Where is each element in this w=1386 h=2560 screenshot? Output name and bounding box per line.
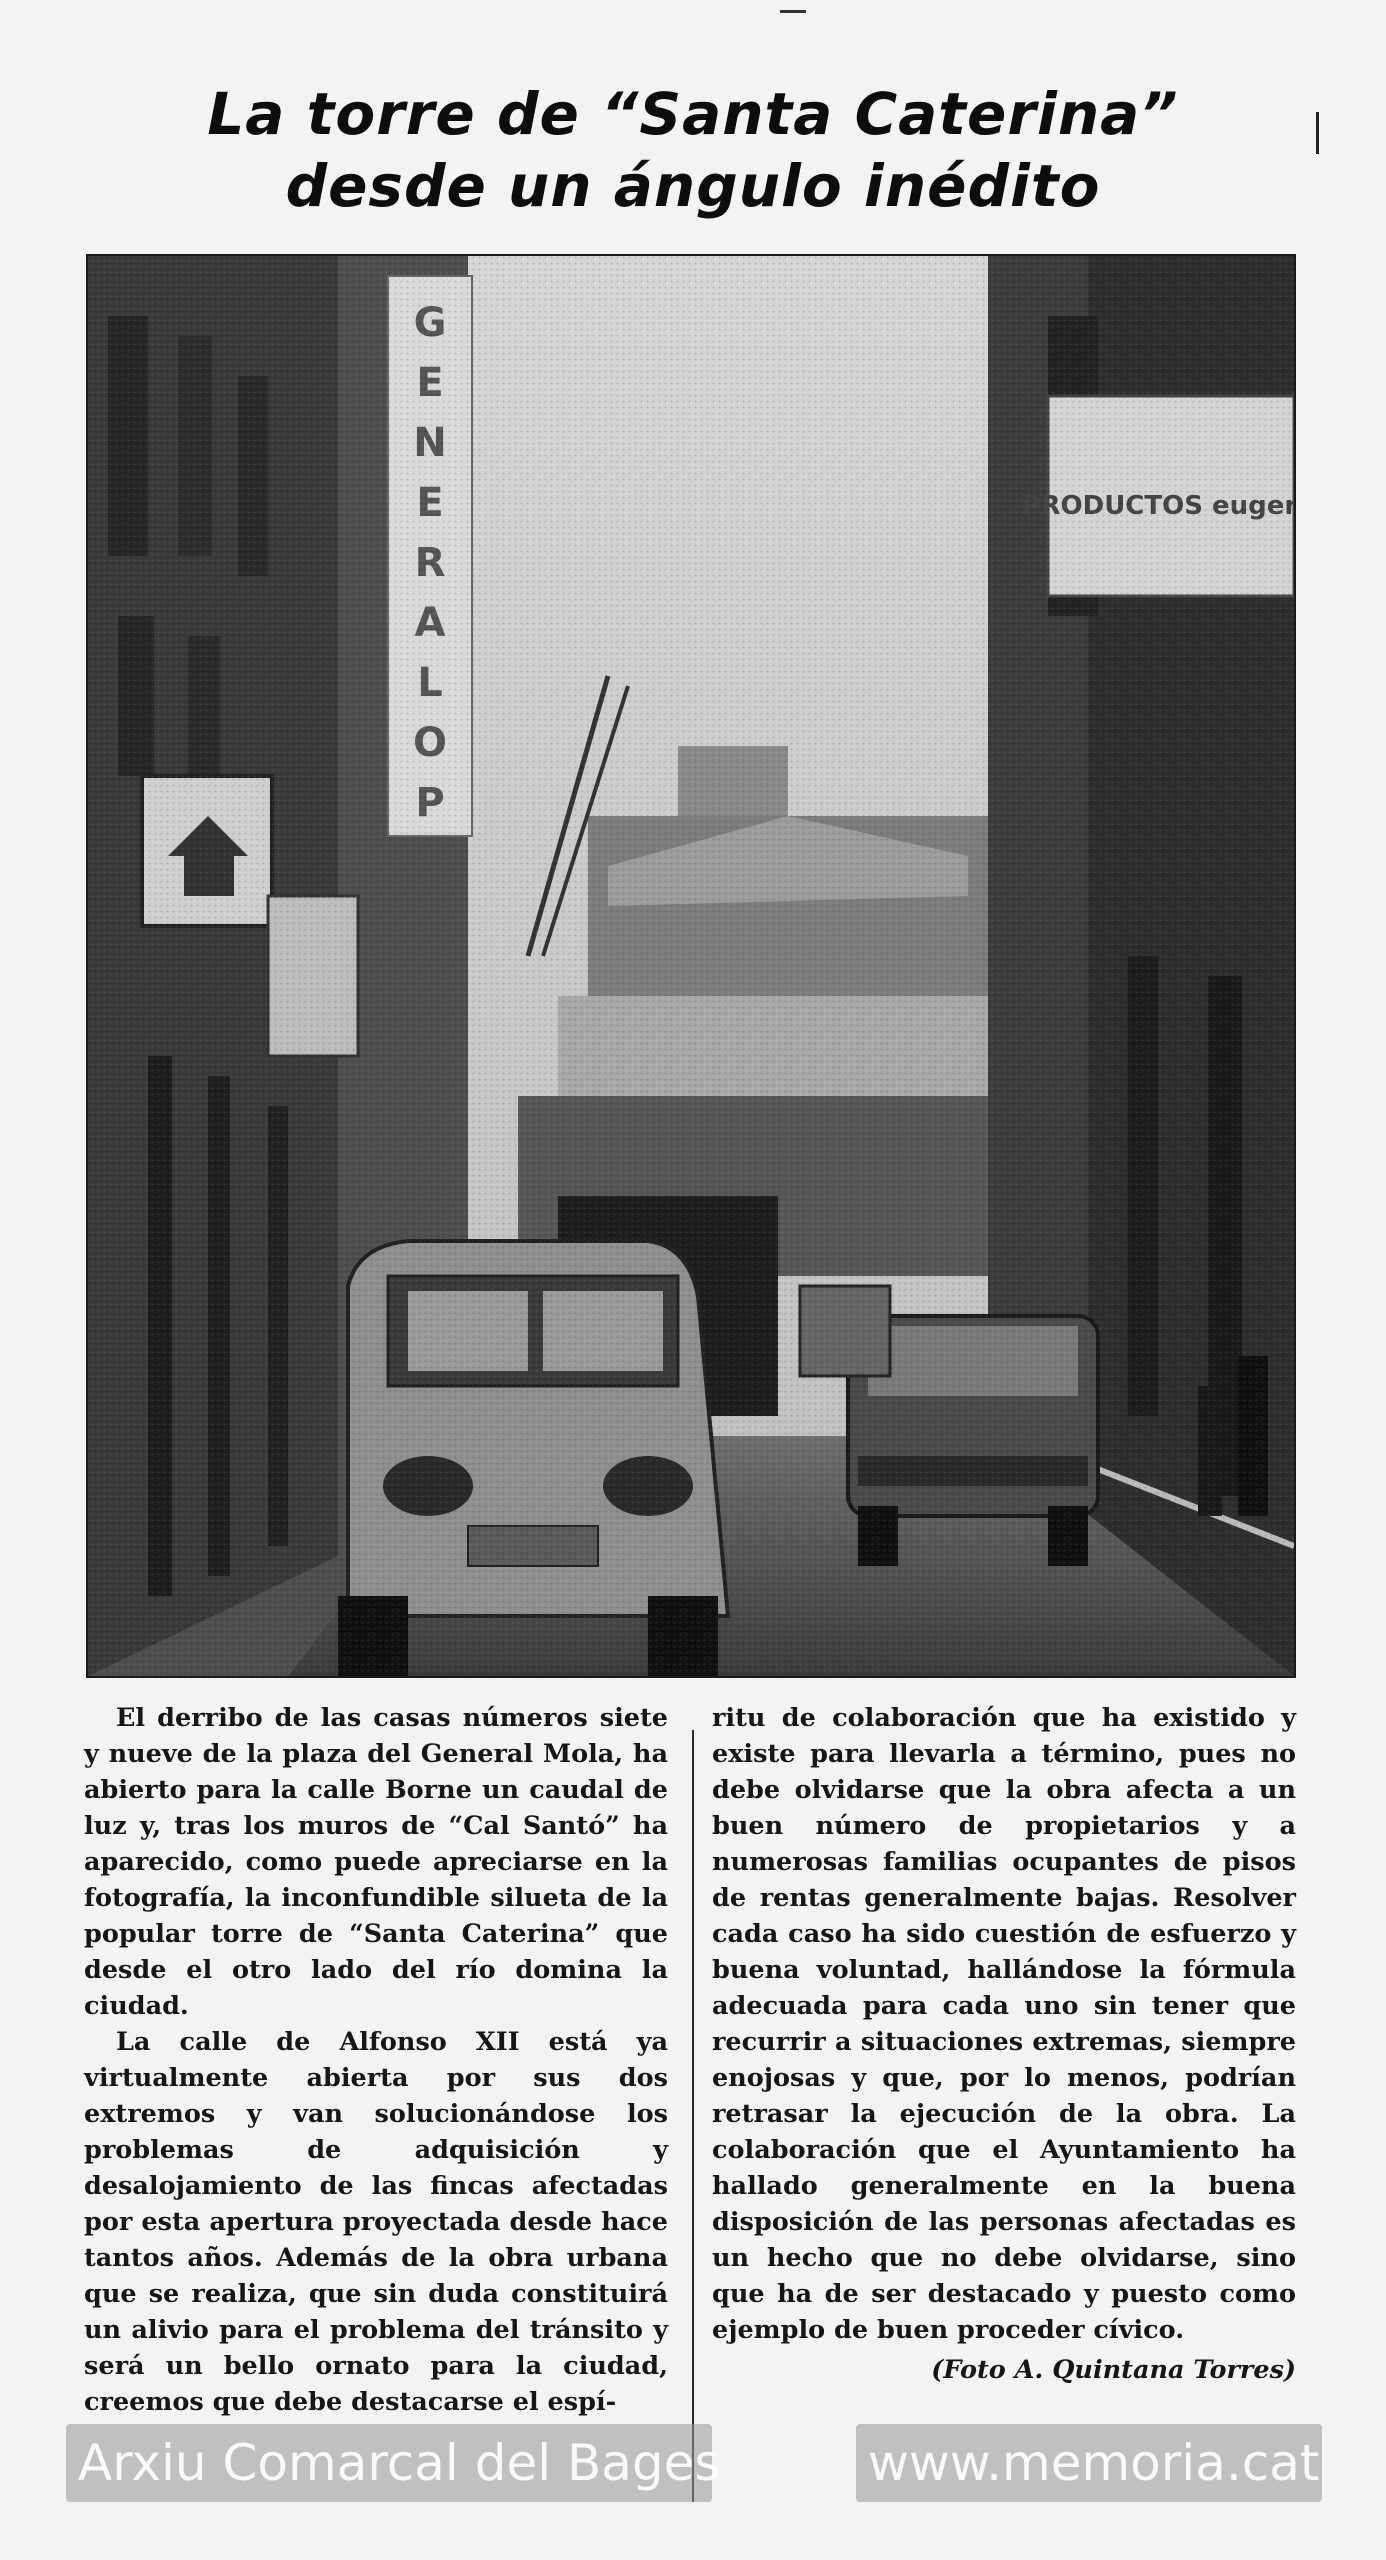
article-paragraph: El derribo de las casas números siete y nueve de la plaza del General Mola, ha abierto para la calle Borne un caudal de luz y, tras los muros de “Cal Santó” ha aparecido, como puede apreciarse en la fotografía, la inconfundible silueta de la popular torre de “Santa Caterina” que desde el otro lado del río domina la ciudad.	[84, 1703, 668, 2021]
article-body	[84, 1700, 1296, 2500]
archive-watermark: Arxiu Comarcal del Bages	[66, 2424, 712, 2502]
street-photo	[86, 254, 1296, 1678]
print-mark	[780, 10, 806, 13]
headline-line-2: desde un ángulo inédito	[285, 152, 1101, 220]
website-watermark: www.memoria.cat	[856, 2424, 1322, 2502]
article-column-right	[712, 1700, 1296, 2388]
street-photo-image	[88, 256, 1294, 1676]
article-paragraph: ritu de colaboración que ha existido y existe para llevarla a término, pues no debe olvidarse que la obra afecta a un buen número de propietarios y a numerosas familias ocupantes de pisos de rentas generalmente bajas. Resolver cada caso ha sido cuestión de esfuerzo y buena voluntad, hallándose la fórmula adecuada para cada uno sin tener que recurrir a situaciones extremas, siempre enojosas y que, por lo menos, podrían retrasar la ejecución de la obra. La colaboración que el Ayuntamiento ha hallado generalmente en la buena disposición de las personas afectadas es un hecho que no debe olvidarse, sino que ha de ser destacado y puesto como ejemplo de buen proceder cívico.	[712, 1703, 1296, 2345]
headline-line-1: La torre de “Santa Caterina”	[207, 80, 1179, 148]
article-paragraph: La calle de Alfonso XII está ya virtualmente abierta por sus dos extremos y van solucionándose los problemas de adquisición y desalojamiento de las fincas afectadas por esta apertura proyectada desde hace tantos años. Además de la obra urbana que se realiza, que sin duda constituirá un alivio para el problema del tránsito y será un bello ornato para la ciudad, creemos que debe destacarse el espí-	[84, 2027, 668, 2417]
article-column-left	[84, 1700, 668, 2420]
headline	[60, 78, 1326, 222]
photo-credit: (Foto A. Quintana Torres)	[931, 2355, 1296, 2385]
column-divider	[692, 1730, 694, 2502]
